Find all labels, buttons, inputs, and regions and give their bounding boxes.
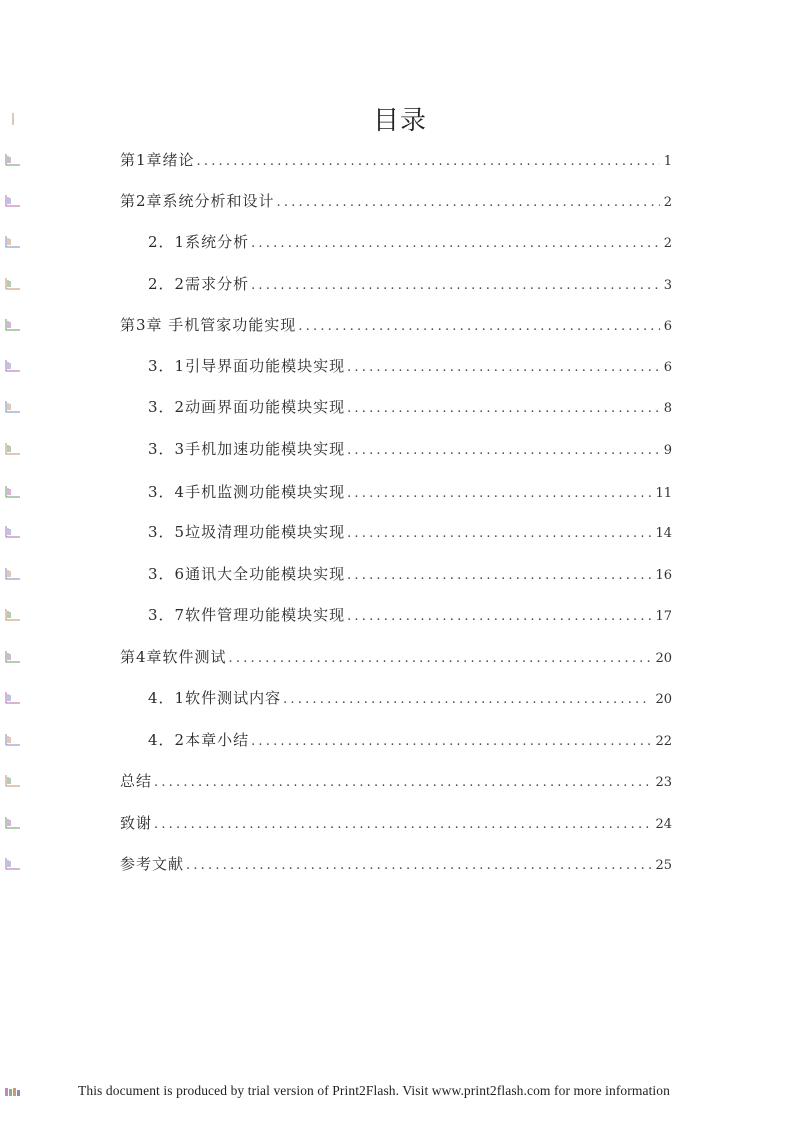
toc-entry[interactable]	[120, 190, 672, 212]
toc-entry-page-number: 24	[655, 817, 672, 832]
toc-dot-leader	[347, 606, 651, 628]
toc-entry-page-number: 20	[655, 651, 672, 666]
toc-entry-label: 第2章系统分析和设计	[120, 192, 275, 210]
toc-entry[interactable]	[148, 438, 672, 460]
toc-entry-label: 第3章 手机管家功能实现	[120, 316, 297, 334]
toc-entry[interactable]	[120, 314, 672, 336]
toc-entry-page-number: 20	[655, 692, 672, 707]
toc-entry-label: 致谢	[120, 814, 153, 832]
toc-entry-page-number: 1	[663, 154, 672, 169]
toc-entry-label: 3．5垃圾清理功能模块实现	[148, 523, 346, 541]
bookmark-marker-icon	[4, 857, 22, 871]
toc-entry-label: 3．3手机加速功能模块实现	[148, 440, 346, 458]
toc-entry[interactable]	[120, 770, 672, 792]
toc-entry-page-number: 22	[655, 734, 672, 749]
toc-entry[interactable]	[120, 812, 672, 834]
toc-dot-leader	[347, 565, 651, 587]
bookmark-marker-icon	[4, 733, 22, 747]
toc-entry-page-number: 23	[655, 775, 672, 790]
toc-entry-page-number: 6	[663, 319, 672, 334]
toc-entry-page-number: 25	[655, 858, 672, 873]
toc-entry-label: 第4章软件测试	[120, 648, 227, 666]
toc-entry-label: 3．1引导界面功能模块实现	[148, 357, 346, 375]
toc-dot-leader	[277, 192, 660, 214]
toc-entry-label: 参考文献	[120, 855, 185, 873]
bookmark-marker-icon	[4, 525, 22, 539]
toc-dot-leader	[347, 523, 651, 545]
bookmark-marker-icon	[4, 691, 22, 705]
bookmark-marker-icon	[4, 194, 22, 208]
toc-entry[interactable]	[120, 646, 672, 668]
toc-entry[interactable]	[120, 149, 672, 171]
toc-entry-label: 3．7软件管理功能模块实现	[148, 606, 346, 624]
toc-entry-page-number: 3	[663, 278, 672, 293]
toc-entry[interactable]	[148, 604, 672, 626]
bookmark-marker-icon	[4, 318, 22, 332]
bookmark-marker-icon	[4, 442, 22, 456]
bookmark-marker-icon	[4, 485, 22, 499]
bookmark-marker-icon	[4, 400, 22, 414]
toc-entry-page-number: 2	[663, 236, 672, 251]
toc-dot-leader	[347, 357, 660, 379]
toc-entry-label: 4．1软件测试内容	[148, 689, 282, 707]
toc-entry[interactable]	[148, 687, 672, 709]
toc-entry-page-number: 14	[655, 526, 672, 541]
trial-footer-notice: This document is produced by trial version of Print2Flash. Visit www.print2flash.com for more information	[78, 1083, 670, 1098]
toc-entry[interactable]	[120, 853, 672, 875]
toc-entry-label: 3．4手机监测功能模块实现	[148, 483, 346, 501]
toc-entry[interactable]	[148, 355, 672, 377]
toc-dot-leader	[298, 316, 659, 338]
toc-entry-page-number: 11	[655, 486, 672, 501]
toc-entry-page-number: 17	[655, 609, 672, 624]
bookmark-marker-icon	[4, 650, 22, 664]
toc-entry-page-number: 2	[663, 195, 672, 210]
bookmark-marker-icon	[4, 359, 22, 373]
toc-dot-leader	[251, 731, 651, 753]
toc-dot-leader	[154, 772, 651, 794]
toc-dot-leader	[251, 233, 660, 255]
toc-entry-label: 总结	[120, 772, 153, 790]
toc-entry[interactable]	[148, 729, 672, 751]
bookmark-marker-icon	[4, 112, 22, 126]
toc-entry[interactable]	[148, 231, 672, 253]
bookmark-marker-icon	[4, 608, 22, 622]
toc-entry-label: 第1章绪论	[120, 151, 195, 169]
toc-dot-leader	[347, 398, 660, 420]
toc-entry-page-number: 16	[655, 568, 672, 583]
toc-entry-label: 3．2动画界面功能模块实现	[148, 398, 346, 416]
toc-entry-label: 2．2需求分析	[148, 275, 250, 293]
toc-entry[interactable]	[148, 563, 672, 585]
bookmark-marker-icon	[4, 153, 22, 167]
toc-entry-page-number: 8	[663, 401, 672, 416]
toc-entry[interactable]	[148, 521, 672, 543]
bookmark-marker-icon	[4, 816, 22, 830]
bookmark-marker-icon	[4, 567, 22, 581]
toc-entry[interactable]	[148, 481, 672, 503]
toc-entry-label: 4．2本章小结	[148, 731, 250, 749]
toc-title: 目录	[372, 106, 427, 136]
toc-dot-leader	[154, 814, 651, 836]
toc-dot-leader	[197, 151, 660, 173]
toc-entry[interactable]	[148, 396, 672, 418]
bookmark-marker-icon	[4, 277, 22, 291]
toc-entry-page-number: 6	[663, 360, 672, 375]
toc-dot-leader	[347, 440, 660, 462]
bookmark-marker-icon	[4, 774, 22, 788]
toc-entry-label: 3．6通讯大全功能模块实现	[148, 565, 346, 583]
toc-dot-leader	[186, 855, 651, 877]
toc-dot-leader	[229, 648, 652, 670]
toc-entry-page-number: 9	[663, 443, 672, 458]
toc-dot-leader	[283, 689, 651, 711]
print2flash-logo-icon	[4, 1086, 22, 1098]
toc-dot-leader	[251, 275, 660, 297]
toc-entry-label: 2．1系统分析	[148, 233, 250, 251]
bookmark-marker-icon	[4, 235, 22, 249]
toc-dot-leader	[347, 483, 651, 505]
toc-entry[interactable]	[148, 273, 672, 295]
